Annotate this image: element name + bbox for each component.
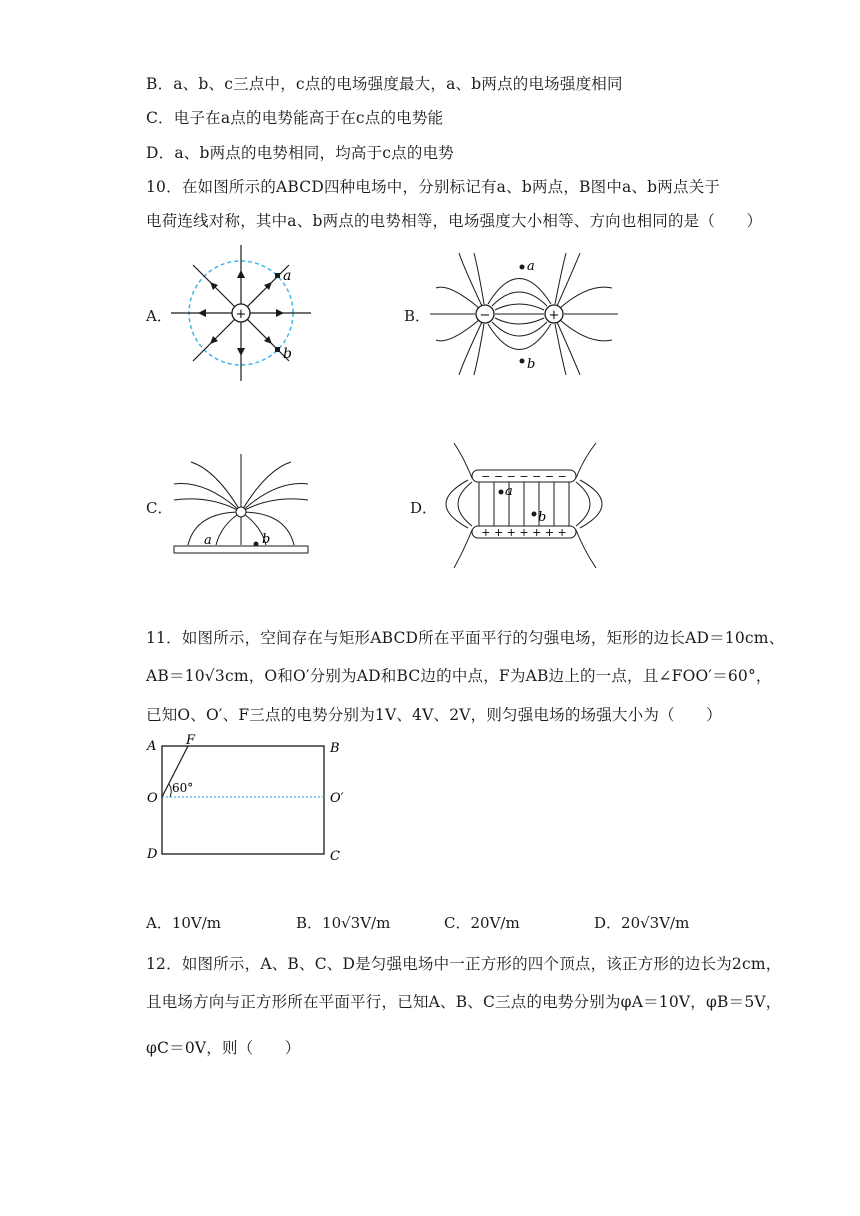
figure-a-point-charge bbox=[166, 240, 316, 390]
dipole-b-label: b bbox=[527, 357, 536, 372]
question-11-line1: 11．如图所示，空间存在与矩形ABCD所在平面平行的匀强电场，矩形的边长AD＝10cm、 bbox=[146, 629, 785, 647]
rect-o-label: O bbox=[147, 791, 158, 806]
question-11-line3: 已知O、O′、F三点的电势分别为1V、4V、2V，则匀强电场的场强大小为（ ） bbox=[146, 706, 722, 724]
figure-c-charge-plate bbox=[166, 450, 316, 560]
fig-label-c: C． bbox=[146, 499, 173, 517]
dipole-a-label: a bbox=[527, 259, 535, 274]
rect-c-label: C bbox=[330, 849, 340, 864]
plate-plus-row: + + + + + + + bbox=[481, 526, 567, 539]
point-b-label: b bbox=[283, 346, 292, 362]
charge-plus: + bbox=[235, 307, 247, 322]
plate-b-label: b bbox=[262, 532, 271, 547]
figure-b-dipole bbox=[424, 248, 624, 378]
dipole-plus: + bbox=[548, 308, 560, 323]
plates-b-label: b bbox=[538, 510, 547, 525]
fig-label-d: D． bbox=[410, 499, 438, 517]
rect-o2-label: O′ bbox=[330, 791, 344, 806]
question-11-line2: AB＝10√3cm，O和O′分别为AD和BC边的中点，F为AB边上的一点，且∠FOO′＝60°， bbox=[146, 667, 772, 685]
point-a-label: a bbox=[283, 268, 292, 284]
fig-label-b: B． bbox=[404, 307, 431, 325]
question-12-line3: φC＝0V，则（ ） bbox=[146, 1039, 301, 1057]
question-10-line2: 电荷连线对称，其中a、b两点的电势相等，电场强度大小相等、方向也相同的是（ ） bbox=[146, 212, 763, 230]
plate-a-label: a bbox=[204, 533, 212, 548]
option-b-text: B．a、b、c三点中，c点的电场强度最大，a、b两点的电场强度相同 bbox=[146, 75, 623, 93]
rect-f-label: F bbox=[186, 734, 196, 748]
plate-minus-row: − − − − − − − bbox=[481, 470, 567, 483]
rect-b-label: B bbox=[330, 741, 340, 756]
question-12-line1: 12．如图所示，A、B、C、D是匀强电场中一正方形的四个顶点，该正方形的边长为2cm， bbox=[146, 955, 782, 973]
dipole-minus: − bbox=[479, 308, 491, 323]
rect-d-label: D bbox=[147, 847, 158, 862]
q11-option-c[interactable]: C．20V/m bbox=[444, 914, 520, 932]
plates-a-label: a bbox=[505, 484, 513, 499]
q11-option-b[interactable]: B．10√3V/m bbox=[296, 914, 391, 932]
rect-angle-label: 60° bbox=[172, 781, 194, 795]
option-d-text: D．a、b两点的电势相同，均高于c点的电势 bbox=[146, 144, 454, 162]
figure-q11-rectangle bbox=[142, 734, 357, 864]
question-10-line1: 10．在如图所示的ABCD四种电场中，分别标记有a、b两点，B图中a、b两点关于 bbox=[146, 178, 721, 196]
option-c-text: C．电子在a点的电势能高于在c点的电势能 bbox=[146, 109, 444, 127]
q11-option-a[interactable]: A．10V/m bbox=[146, 914, 222, 932]
rect-a-label: A bbox=[147, 739, 157, 754]
q11-option-d[interactable]: D．20√3V/m bbox=[594, 914, 690, 932]
question-12-line2: 且电场方向与正方形所在平面平行，已知A、B、C三点的电势分别为φA＝10V，φB＝5V， bbox=[146, 993, 782, 1011]
fig-label-a: A． bbox=[146, 307, 172, 325]
figure-d-parallel-plates bbox=[424, 438, 624, 573]
